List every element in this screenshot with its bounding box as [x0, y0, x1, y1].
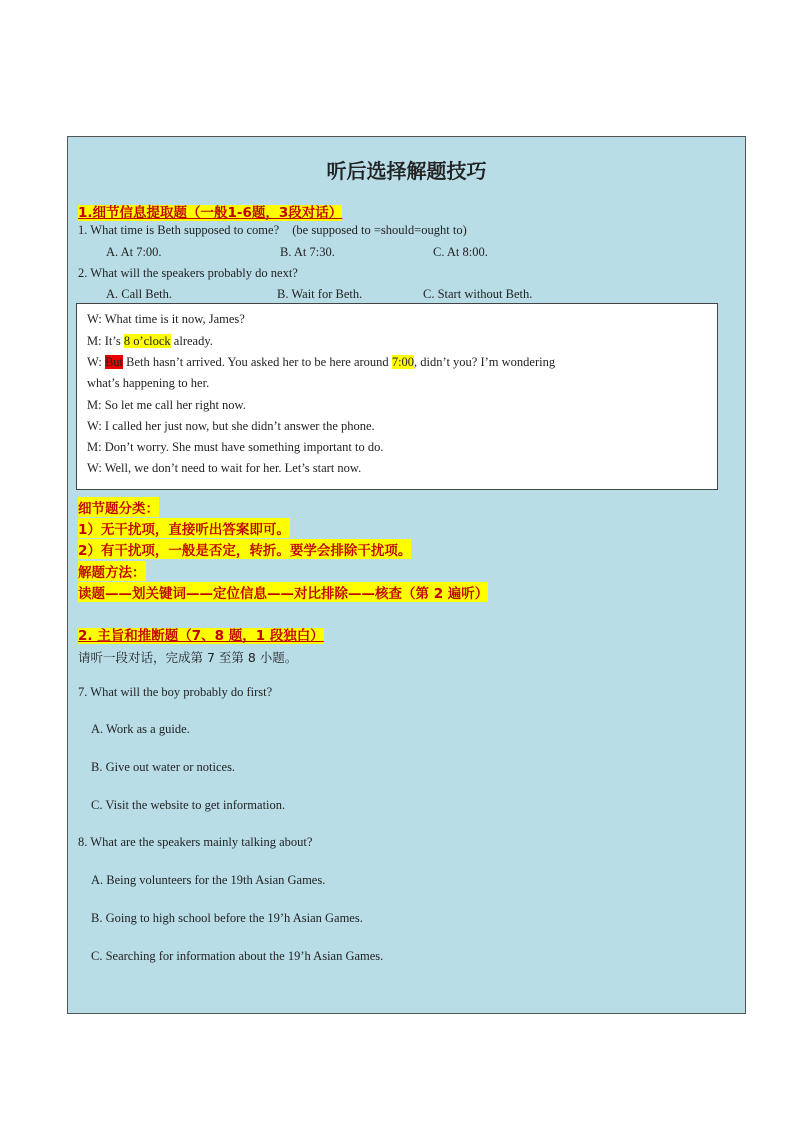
- method-body: 读题——划关键词——定位信息——对比排除——核查（第 2 遍听）: [78, 582, 488, 602]
- q8-question: 8. What are the speakers mainly talking about?: [78, 835, 313, 849]
- section2-heading: 2. 主旨和推断题（7、8 题，1 段独白）: [78, 628, 324, 644]
- dialog-line-7: M: Don’t worry. She must have something important to do.: [87, 440, 384, 454]
- dialog-line-3: [87, 355, 555, 370]
- q1-option-a: A. At 7:00.: [106, 245, 162, 259]
- q1-note: (be supposed to =should=ought to): [292, 223, 467, 237]
- q1-option-b: B. At 7:30.: [280, 245, 335, 259]
- q8-option-a: A. Being volunteers for the 19th Asian Games.: [91, 873, 326, 887]
- dialog-box: [76, 303, 718, 490]
- dialog-line-5: M: So let me call her right now.: [87, 398, 246, 412]
- q7-option-b: B. Give out water or notices.: [91, 760, 236, 774]
- q1-line: [78, 223, 467, 238]
- page-title: 听后选择解题技巧: [326, 161, 487, 183]
- section2-intro: 请听一段对话，完成第 7 至第 8 小题。: [78, 650, 298, 665]
- q7-option-a: A. Work as a guide.: [91, 722, 190, 736]
- section1-heading-line: [78, 201, 342, 221]
- q2-option-a: A. Call Beth.: [106, 287, 172, 301]
- q8-option-c: C. Searching for information about the 19’h Asian Games.: [91, 949, 384, 963]
- q1-option-c: C. At 8:00.: [433, 245, 488, 259]
- tips-panel: [67, 136, 746, 1014]
- dialog-line-2-post: already.: [170, 334, 213, 348]
- dialog-line-2-pre: M: It’s: [87, 334, 124, 348]
- q2-question: 2. What will the speakers probably do next?: [78, 266, 298, 280]
- classify-item-1: 1）无干扰项，直接听出答案即可。: [78, 518, 290, 538]
- classify-heading: 细节题分类：: [78, 497, 159, 517]
- dialog-line-2: [87, 334, 213, 349]
- dialog-line-3-pre: W:: [87, 355, 105, 369]
- q1-question: 1. What time is Beth supposed to come?: [78, 223, 280, 237]
- q8-option-b: B. Going to high school before the 19’h Asian Games.: [91, 911, 363, 925]
- method-heading: 解题方法：: [78, 561, 146, 581]
- section2-heading-line: [78, 624, 324, 644]
- section1-heading: 1.细节信息提取题（一般1-6题，3段对话）: [78, 205, 343, 221]
- q7-option-c: C. Visit the website to get information.: [91, 798, 286, 812]
- classify-item-2: 2）有干扰项，一般是否定，转折。要学会排除干扰项。: [78, 539, 411, 559]
- dialog-line-6: W: I called her just now, but she didn’t answer the phone.: [87, 419, 375, 433]
- q2-option-b: B. Wait for Beth.: [277, 287, 363, 301]
- q2-option-c: C. Start without Beth.: [423, 287, 533, 301]
- dialog-highlight-time: 8 o’clock: [123, 334, 171, 348]
- dialog-highlight-but: But: [104, 355, 123, 369]
- dialog-highlight-seven: 7:00: [391, 355, 415, 369]
- dialog-line-4: what’s happening to her.: [87, 376, 210, 390]
- q7-question: 7. What will the boy probably do first?: [78, 685, 273, 699]
- dialog-line-3-mid: Beth hasn’t arrived. You asked her to be here around: [123, 355, 392, 369]
- dialog-line-8: W: Well, we don’t need to wait for her. Let’s start now.: [87, 461, 362, 475]
- dialog-line-1: W: What time is it now, James?: [87, 312, 245, 326]
- dialog-line-3-post: , didn’t you? I’m wondering: [414, 355, 556, 369]
